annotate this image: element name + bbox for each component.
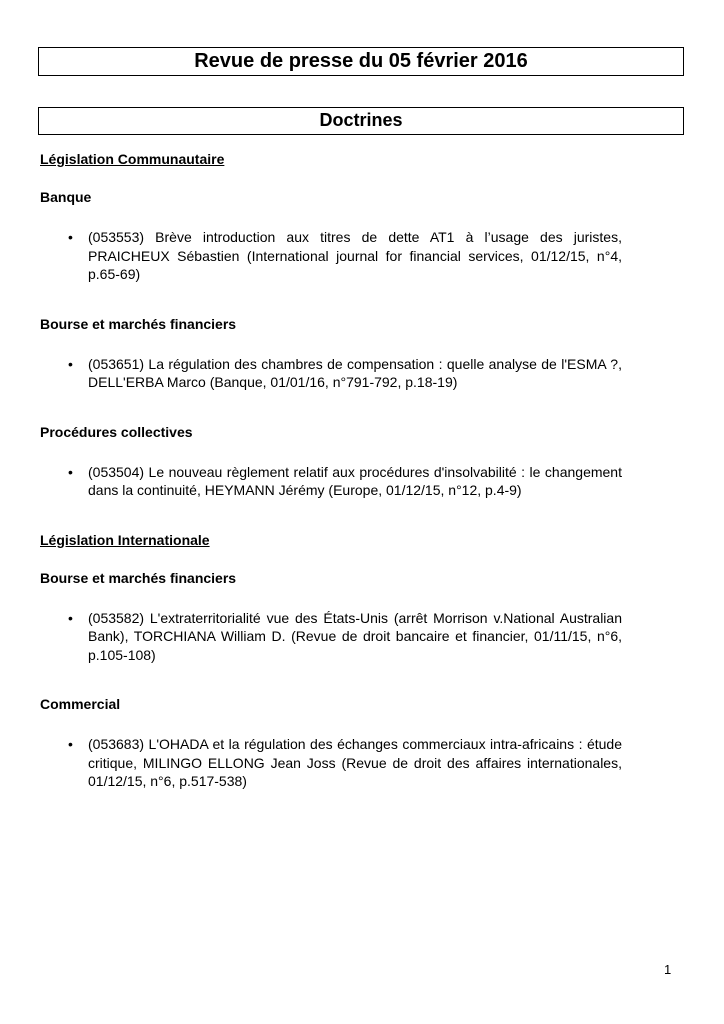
page-number: 1 [664, 962, 672, 977]
list-item [40, 228, 622, 284]
bullet-icon: • [68, 355, 73, 372]
document-body [40, 150, 622, 791]
bullet-icon: • [68, 463, 73, 480]
subsection-heading-commercial: Commercial [40, 696, 121, 712]
list-item [40, 609, 622, 665]
bullet-icon: • [68, 229, 73, 245]
subsection-heading-banque: Banque [40, 189, 92, 205]
entry-text: (053582) L'extraterritorialité vue des États-Unis (arrêt Morrison v.National Australian Bank), TORCHIANA William D. (Revue de droit bancaire et financier, 01/11/15, n°6, p.105-108) [88, 609, 622, 663]
page-title: Revue de presse du 05 février 2016 [38, 47, 684, 76]
bullet-icon: • [68, 736, 73, 752]
entry-text: (053683) L'OHADA et la régulation des échanges commerciaux intra-africains : étude critique, MILINGO ELLONG Jean Joss (Revue de droit des affaires internationales, 01/12/15, n°6, p.517-538) [88, 736, 622, 789]
group-heading-internationale: Législation Internationale [40, 531, 210, 548]
bullet-icon: • [68, 609, 73, 626]
section-title: Doctrines [38, 107, 684, 135]
entry-text: (053651) La régulation des chambres de compensation : quelle analyse de l'ESMA ?, DELL'ERBA Marco (Banque, 01/01/16, n°791-792, p.18-19) [88, 355, 622, 390]
subsection-heading-procedures: Procédures collectives [40, 423, 193, 440]
entry-text: (053553) Brève introduction aux titres de dette AT1 à l’usage des juristes, PRAICHEUX Sébastien (International journal for financial services, 01/12/15, n°4, p.65-69) [88, 229, 622, 282]
list-item [40, 735, 622, 791]
entry-text: (053504) Le nouveau règlement relatif aux procédures d'insolvabilité : le changement dans la continuité, HEYMANN Jérémy (Europe, 01/12/15, n°12, p.4-9) [88, 463, 622, 498]
subsection-heading-bourse-intl: Bourse et marchés financiers [40, 569, 237, 586]
list-item [40, 463, 622, 500]
subsection-heading-bourse: Bourse et marchés financiers [40, 315, 237, 332]
group-heading-communautaire: Législation Communautaire [40, 151, 225, 167]
list-item [40, 355, 622, 392]
